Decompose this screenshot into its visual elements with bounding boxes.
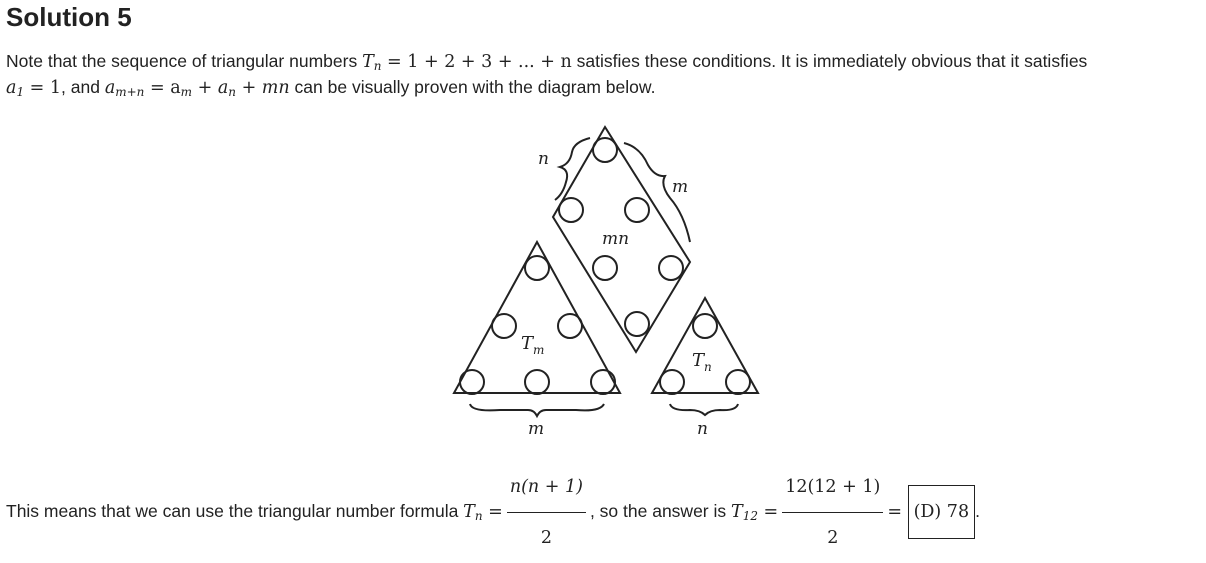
circle: [525, 256, 549, 280]
circle: [726, 370, 750, 394]
paragraph-conclusion: This means that we can use the triangular number formula $T_n$ = $\frac{n(n + 1)}{2}$ , so the answer is $T_{12}$ = $\frac{12(12 + 1)}{2}$ = (D) 78 .: [6, 462, 980, 563]
label-n-top: n: [538, 149, 549, 169]
solution-title: Solution 5: [6, 2, 132, 32]
circle: [559, 198, 583, 222]
brace-n-bottom: [670, 404, 738, 415]
brace-n-top: [555, 138, 590, 200]
circle: [558, 314, 582, 338]
circle: [659, 256, 683, 280]
circle: [625, 198, 649, 222]
circle: [625, 312, 649, 336]
circle: [525, 370, 549, 394]
answer-fraction: $\frac{12(12 + 1)}{2}$: [782, 462, 883, 563]
paragraph-intro: Note that the sequence of triangular numbers $T_n = 1 + 2 + 3$ + ... + n satisfies these conditions. It is immediately obvious that it satisfies: [6, 51, 1088, 73]
circle: [593, 256, 617, 280]
label-mn: mn: [602, 229, 630, 249]
circle: [492, 314, 516, 338]
circle: [660, 370, 684, 394]
circle: [693, 314, 717, 338]
paragraph-intro-line2: $a_1 = 1$, and $a_{m+n} = a_m + a_n$ + mn can be visually proven with the diagram below.: [6, 77, 656, 99]
label-n-bottom: n: [697, 419, 708, 439]
formula-fraction: $\frac{n(n + 1)}{2}$: [507, 462, 586, 563]
brace-m-bottom: [470, 404, 604, 416]
label-m-bottom: m: [528, 419, 545, 439]
label-m-right: m: [672, 177, 689, 197]
label-tm: $T_m$: [521, 333, 545, 357]
circle: [460, 370, 484, 394]
triangle-tn-outline: [652, 298, 758, 393]
boxed-answer: (D) 78: [908, 485, 976, 539]
label-tn: $T_n$: [692, 350, 712, 374]
circle: [593, 138, 617, 162]
circle: [591, 370, 615, 394]
